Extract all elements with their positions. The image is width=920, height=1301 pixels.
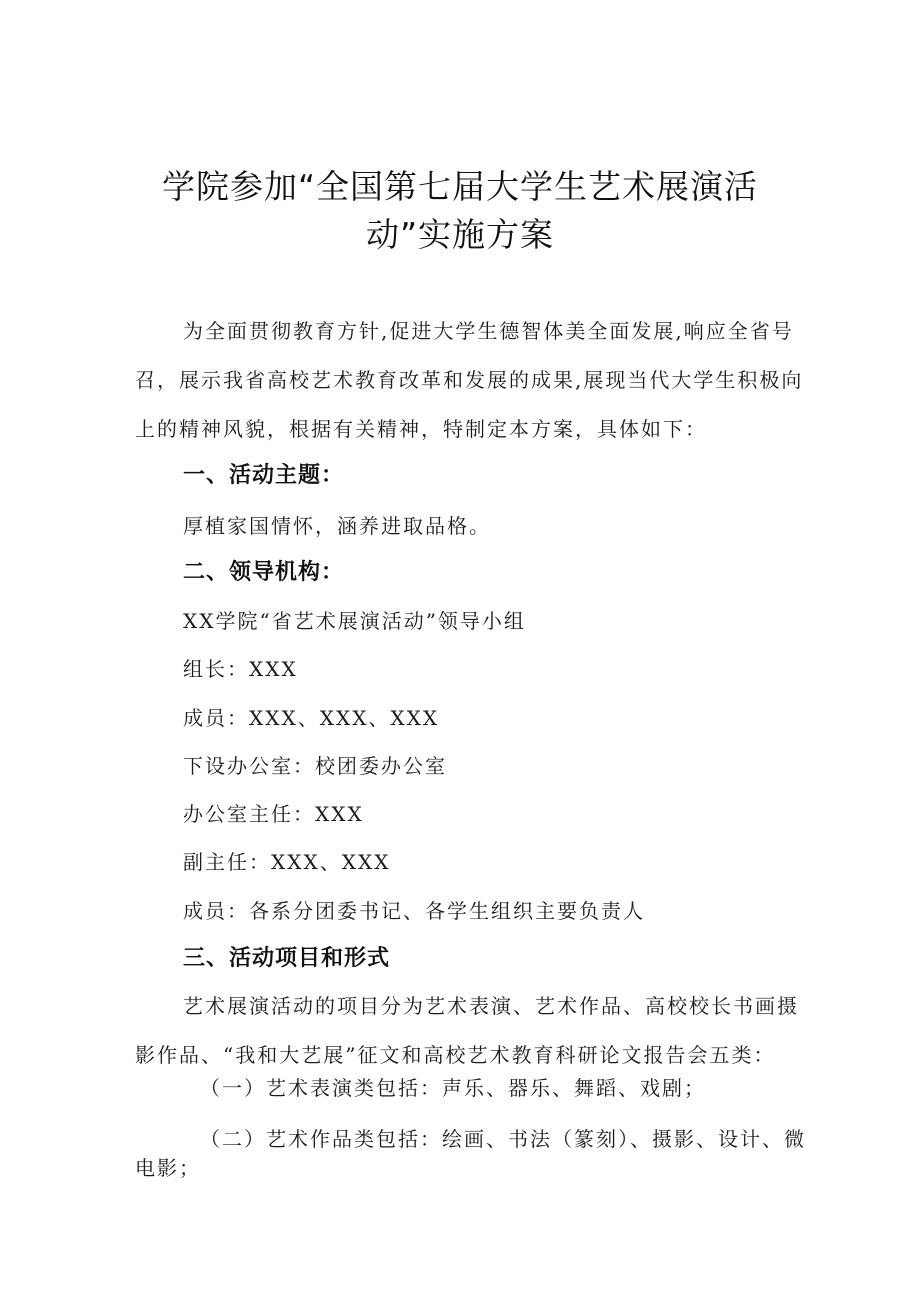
- office-location: 下设办公室：校团委办公室: [183, 754, 447, 778]
- item-1-performance: （一）艺术表演类包括：声乐、器乐、舞蹈、戏剧；: [200, 1076, 706, 1100]
- leadership-group-name: XX学院“省艺术展演活动”领导小组: [183, 609, 526, 633]
- item-2-artwork-line-2: 电影；: [135, 1156, 201, 1180]
- section-3-para-line-2: 影作品、“我和大艺展”征文和高校艺术教育科研论文报告会五类：: [135, 1043, 776, 1067]
- section-2-heading: 二、领导机构：: [183, 560, 345, 585]
- office-members: 成员：各系分团委书记、各学生组织主要负责人: [183, 899, 645, 923]
- section-1-text: 厚植家国情怀，涵养进取品格。: [183, 514, 491, 538]
- intro-line-3: 上的精神风貌，根据有关精神，特制定本方案，具体如下：: [135, 417, 707, 441]
- section-1-heading: 一、活动主题：: [183, 463, 345, 488]
- item-2-artwork-line-1: （二）艺术作品类包括：绘画、书法（篆刻）、摄影、设计、微: [200, 1127, 806, 1151]
- section-3-heading: 三、活动项目和形式: [183, 946, 391, 971]
- section-3-para-line-1: 艺术展演活动的项目分为艺术表演、艺术作品、高校校长书画摄: [183, 994, 799, 1018]
- intro-line-1: 为全面贯彻教育方针,促进大学生德智体美全面发展,响应全省号: [183, 319, 794, 343]
- deputy-director: 副主任：XXX、XXX: [183, 850, 391, 874]
- office-director: 办公室主任：XXX: [183, 802, 364, 826]
- document-title-line-1: 学院参加“全国第七届大学生艺术展演活: [161, 167, 759, 206]
- group-members: 成员：XXX、XXX、XXX: [183, 706, 440, 730]
- group-leader: 组长：XXX: [183, 657, 298, 681]
- intro-line-2: 召，展示我省高校艺术教育改革和发展的成果,展现当代大学生积极向: [135, 368, 804, 392]
- document-title-line-2: 动”实施方案: [365, 215, 555, 254]
